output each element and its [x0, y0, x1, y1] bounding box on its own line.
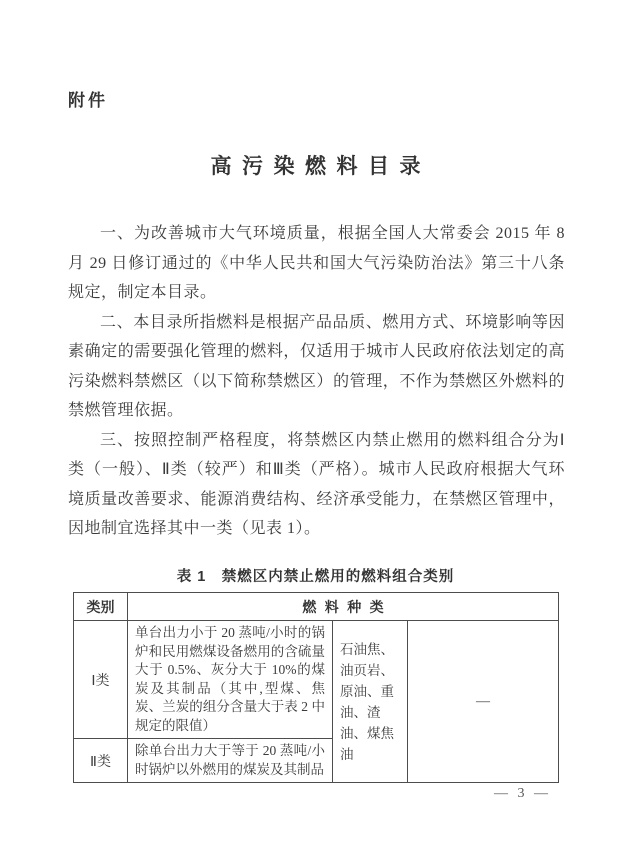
table-caption: 表 1 禁燃区内禁止燃用的燃料组合类别 — [176, 569, 455, 585]
table-header-row — [74, 593, 559, 621]
liquid-fuels-merged-cell: 石油焦、油页岩、原油、重油、渣油、煤焦油 — [333, 621, 408, 783]
paragraph-1: 一、为改善城市大气环境质量，根据全国人大常委会 2015 年 8 月 29 日修订通过的《中华人民共和国大气污染防治法》第三十八条规定，制定本目录。 — [68, 225, 565, 301]
document-body — [68, 219, 565, 544]
empty-dash-merged-cell: — — [408, 621, 559, 783]
fuel-category-table — [73, 592, 559, 783]
table-row-class1 — [74, 621, 559, 739]
paragraph-2: 二、本目录所指燃料是根据产品品质、燃用方式、环境影响等因素确定的需要强化管理的燃料，仅适用于城市人民政府依法划定的高污染燃料禁燃区（以下简称禁燃区）的管理，不作为禁燃区外燃料的禁燃管理依据。 — [68, 313, 565, 419]
page-number: — 3 — — [494, 786, 551, 801]
description-cell-class2: 除单台出力大于等于 20 蒸吨/小时锅炉以外燃用的煤炭及其制品 — [128, 739, 333, 783]
attachment-label: 附件 — [68, 91, 108, 110]
category-cell-class2: Ⅱ类 — [74, 739, 128, 783]
document-title: 高污染燃料目录 — [210, 155, 431, 178]
paragraph-3: 三、按照控制严格程度，将禁燃区内禁止燃用的燃料组合分为Ⅰ类（一般）、Ⅱ类（较严）和Ⅲ类（严格）。城市人民政府根据大气环境质量改善要求、能源消费结构、经济承受能力，在禁燃区管理中，因地制宜选择其中一类（见表 1）。 — [68, 431, 565, 537]
header-cell-category: 类别 — [74, 593, 128, 621]
header-cell-fuel-types: 燃料种类 — [128, 593, 559, 621]
category-cell-class1: Ⅰ类 — [74, 621, 128, 739]
description-cell-class1: 单台出力小于 20 蒸吨/小时的锅炉和民用燃煤设备燃用的含硫量大于 0.5%、灰分大于 10%的煤炭及其制品（其中,型煤、焦炭、兰炭的组分含量大于表 2 中规定的限值） — [128, 621, 333, 739]
